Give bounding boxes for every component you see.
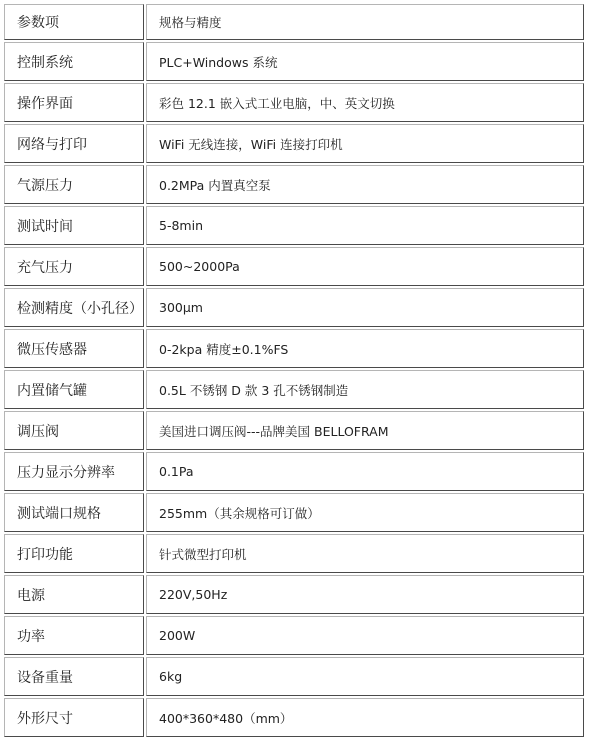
table-row [4,206,584,245]
param-value-cell: PLC+Windows 系统 [146,42,584,81]
table-row [4,411,584,450]
table-row [4,575,584,614]
param-name-cell: 测试时间 [4,206,144,245]
param-name-cell: 打印功能 [4,534,144,573]
table-row [4,288,584,327]
param-value-cell: 500~2000Pa [146,247,584,286]
table-row [4,698,584,737]
param-value-cell: 400*360*480（mm） [146,698,584,737]
param-name-cell: 充气压力 [4,247,144,286]
param-name-cell: 压力显示分辨率 [4,452,144,491]
param-value-cell: 300μm [146,288,584,327]
table-row [4,657,584,696]
param-name-cell: 气源压力 [4,165,144,204]
param-value-cell: 255mm（其余规格可订做） [146,493,584,532]
table-row [4,452,584,491]
header-param-cell: 参数项 [4,4,144,40]
param-name-cell: 功率 [4,616,144,655]
param-value-cell: 200W [146,616,584,655]
param-value-cell: 美国进口调压阀---品牌美国 BELLOFRAM [146,411,584,450]
param-name-cell: 测试端口规格 [4,493,144,532]
param-value-cell: 彩色 12.1 嵌入式工业电脑，中、英文切换 [146,83,584,122]
header-spec-cell: 规格与精度 [146,4,584,40]
param-name-cell: 控制系统 [4,42,144,81]
table-row [4,124,584,163]
param-name-cell: 检测精度（小孔径） [4,288,144,327]
param-value-cell: 5-8min [146,206,584,245]
param-value-cell: 0.5L 不锈钢 D 款 3 孔不锈钢制造 [146,370,584,409]
param-name-cell: 电源 [4,575,144,614]
spec-table [2,2,586,739]
table-row [4,247,584,286]
table-header-row [4,4,584,40]
table-row [4,83,584,122]
param-value-cell: 6kg [146,657,584,696]
table-row [4,493,584,532]
param-name-cell: 微压传感器 [4,329,144,368]
param-name-cell: 设备重量 [4,657,144,696]
param-value-cell: WiFi 无线连接，WiFi 连接打印机 [146,124,584,163]
table-row [4,165,584,204]
param-value-cell: 针式微型打印机 [146,534,584,573]
param-name-cell: 内置储气罐 [4,370,144,409]
param-value-cell: 220V,50Hz [146,575,584,614]
param-value-cell: 0.2MPa 内置真空泵 [146,165,584,204]
table-row [4,616,584,655]
table-row [4,329,584,368]
param-name-cell: 网络与打印 [4,124,144,163]
table-row [4,42,584,81]
param-name-cell: 外形尺寸 [4,698,144,737]
param-name-cell: 调压阀 [4,411,144,450]
param-value-cell: 0.1Pa [146,452,584,491]
param-name-cell: 操作界面 [4,83,144,122]
table-row [4,370,584,409]
param-value-cell: 0-2kpa 精度±0.1%FS [146,329,584,368]
table-row [4,534,584,573]
